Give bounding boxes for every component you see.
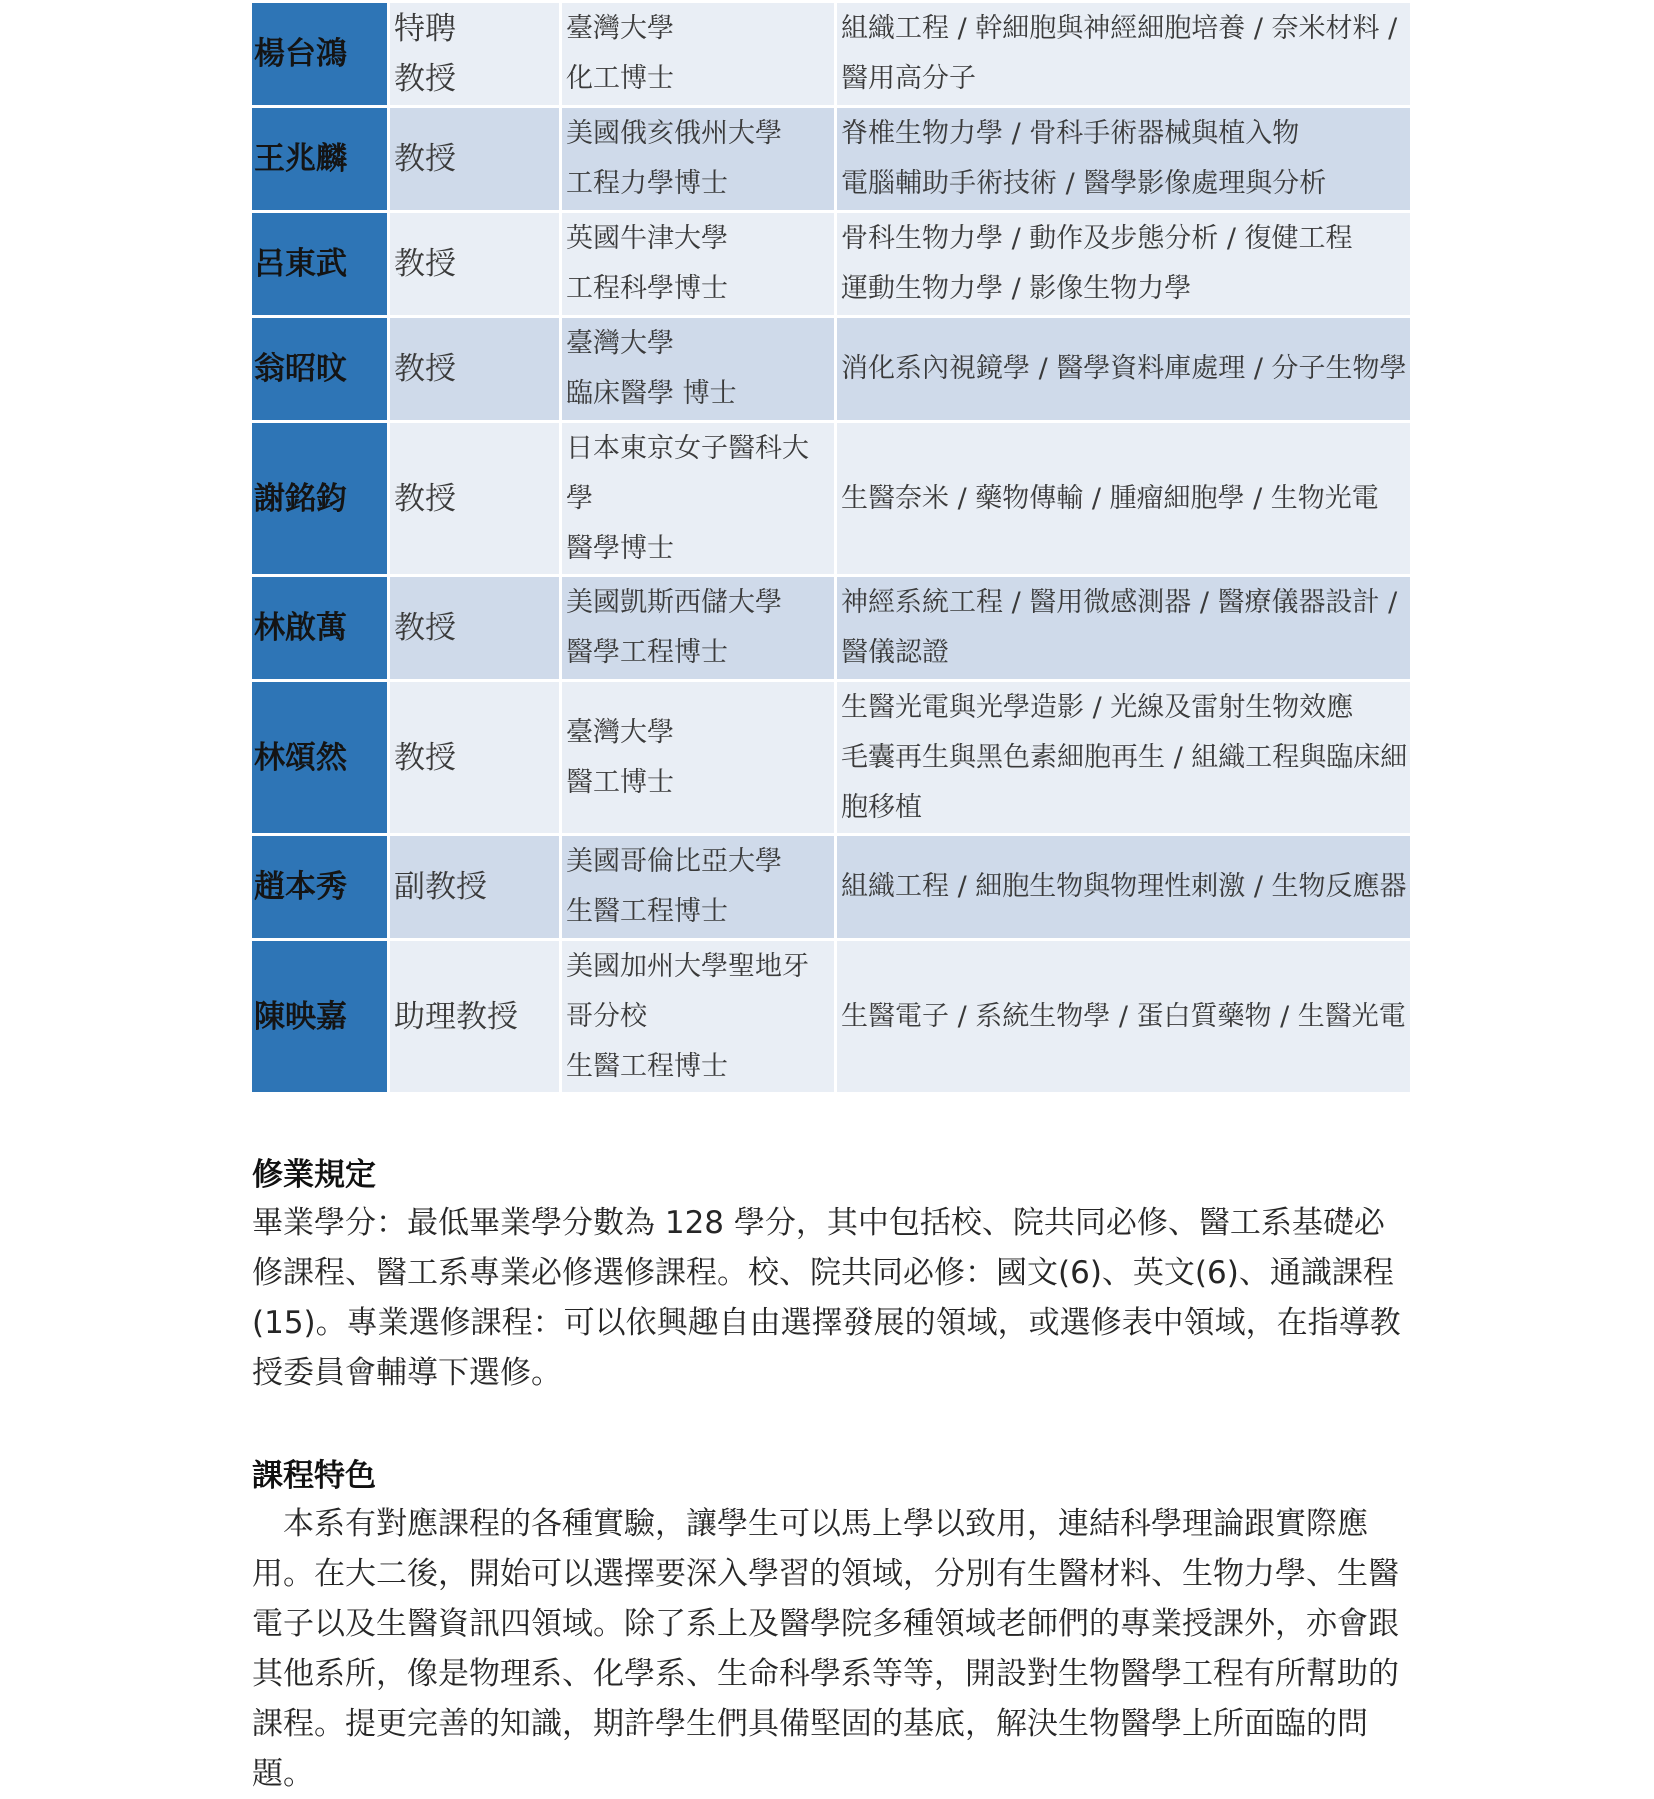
faculty-fields: 組織工程 / 細胞生物與物理性刺激 / 生物反應器 [837,836,1413,941]
faculty-fields: 生醫光電與光學造影 / 光線及雷射生物效應 毛囊再生與黑色素細胞再生 / 組織工程與臨床細胞移植 [837,682,1413,836]
requirements-section [252,1152,1402,1398]
education-school: 臺灣大學 [566,716,674,748]
features-body: 本系有對應課程的各種實驗，讓學生可以馬上學以致用，連結科學理論跟實際應用。在大二後，開始可以選擇要深入學習的領域，分別有生醫材料、生物力學、生醫電子以及生醫資訊四領域。除了系上及醫學院多種領域老師們的專業授課外，亦會跟其他系所，像是物理系、化學系、生命科學系等等，開設對生物醫學工程有所幫助的課程。提更完善的知識，期許學生們具備堅固的基底，解決生物醫學上所面臨的問題。 [252,1506,1399,1792]
faculty-title: 副教授 [390,836,562,941]
education-degree: 化工博士 [566,63,674,94]
faculty-row [252,3,1413,108]
faculty-education [562,682,837,836]
education-school: 臺灣大學 [566,328,674,359]
requirements-body: 畢業學分：最低畢業學分數為 128 學分，其中包括校、院共同必修、醫工系基礎必修課程、醫工系專業必修選修課程。校、院共同必修：國文(6)、英文(6)、通識課程(15)。專業選修課程：可以依興趣自由選擇發展的領域，或選修表中領域，在指導教授委員會輔導下選修。 [252,1205,1401,1391]
faculty-row [252,213,1413,318]
education-degree: 醫學博士 [566,532,674,564]
faculty-name: 翁昭旼 [252,318,390,423]
education-degree: 工程科學博士 [566,273,728,304]
faculty-title [390,3,562,108]
faculty-fields: 組織工程 / 幹細胞與神經細胞培養 / 奈米材料 / 醫用高分子 [837,3,1413,108]
faculty-row [252,318,1413,423]
education-degree: 工程力學博士 [566,168,728,199]
education-degree: 生醫工程博士 [566,896,728,927]
faculty-education [562,941,837,1095]
education-school: 美國加州大學聖地牙哥分校 [566,950,809,1032]
faculty-row [252,577,1413,682]
faculty-title: 教授 [390,318,562,423]
education-school: 英國牛津大學 [566,223,728,254]
faculty-title: 助理教授 [390,941,562,1095]
faculty-name: 呂東武 [252,213,390,318]
faculty-education [562,3,837,108]
requirements-heading: 修業規定 [252,1157,376,1193]
faculty-row [252,108,1413,213]
faculty-fields: 生醫奈米 / 藥物傳輸 / 腫瘤細胞學 / 生物光電 [837,423,1413,577]
faculty-name: 林頌然 [252,682,390,836]
faculty-education [562,318,837,423]
faculty-education [562,108,837,213]
faculty-fields: 脊椎生物力學 / 骨科手術器械與植入物 電腦輔助手術技術 / 醫學影像處理與分析 [837,108,1413,213]
faculty-title: 教授 [390,682,562,836]
education-school: 美國凱斯西儲大學 [566,587,782,618]
faculty-title: 教授 [390,108,562,213]
faculty-education [562,577,837,682]
faculty-row [252,941,1413,1095]
faculty-row [252,682,1413,836]
faculty-name: 陳映嘉 [252,941,390,1095]
faculty-row [252,836,1413,941]
faculty-title: 教授 [390,423,562,577]
features-section [252,1453,1402,1799]
faculty-name: 林啟萬 [252,577,390,682]
faculty-title: 教授 [390,213,562,318]
faculty-name: 楊台鴻 [252,3,390,108]
education-school: 美國俄亥俄州大學 [566,118,782,149]
faculty-fields: 生醫電子 / 系統生物學 / 蛋白質藥物 / 生醫光電 [837,941,1413,1095]
faculty-education [562,423,837,577]
faculty-name: 趙本秀 [252,836,390,941]
faculty-title: 教授 [390,577,562,682]
faculty-education [562,836,837,941]
education-degree: 醫工博士 [566,766,674,798]
education-school: 日本東京女子醫科大學 [566,432,809,514]
faculty-fields: 神經系統工程 / 醫用微感測器 / 醫療儀器設計 / 醫儀認證 [837,577,1413,682]
features-heading: 課程特色 [252,1458,376,1494]
education-degree: 臨床醫學 博士 [566,378,737,409]
faculty-fields: 消化系內視鏡學 / 醫學資料庫處理 / 分子生物學 [837,318,1413,423]
education-degree: 生醫工程博士 [566,1050,728,1082]
education-school: 臺灣大學 [566,13,674,44]
faculty-fields: 骨科生物力學 / 動作及步態分析 / 復健工程 運動生物力學 / 影像生物力學 [837,213,1413,318]
faculty-row [252,423,1413,577]
faculty-title-text: 特聘 教授 [394,11,456,97]
faculty-education [562,213,837,318]
faculty-name: 謝銘鈞 [252,423,390,577]
education-school: 美國哥倫比亞大學 [566,846,782,877]
faculty-table [252,3,1413,1095]
education-degree: 醫學工程博士 [566,637,728,668]
faculty-name: 王兆麟 [252,108,390,213]
